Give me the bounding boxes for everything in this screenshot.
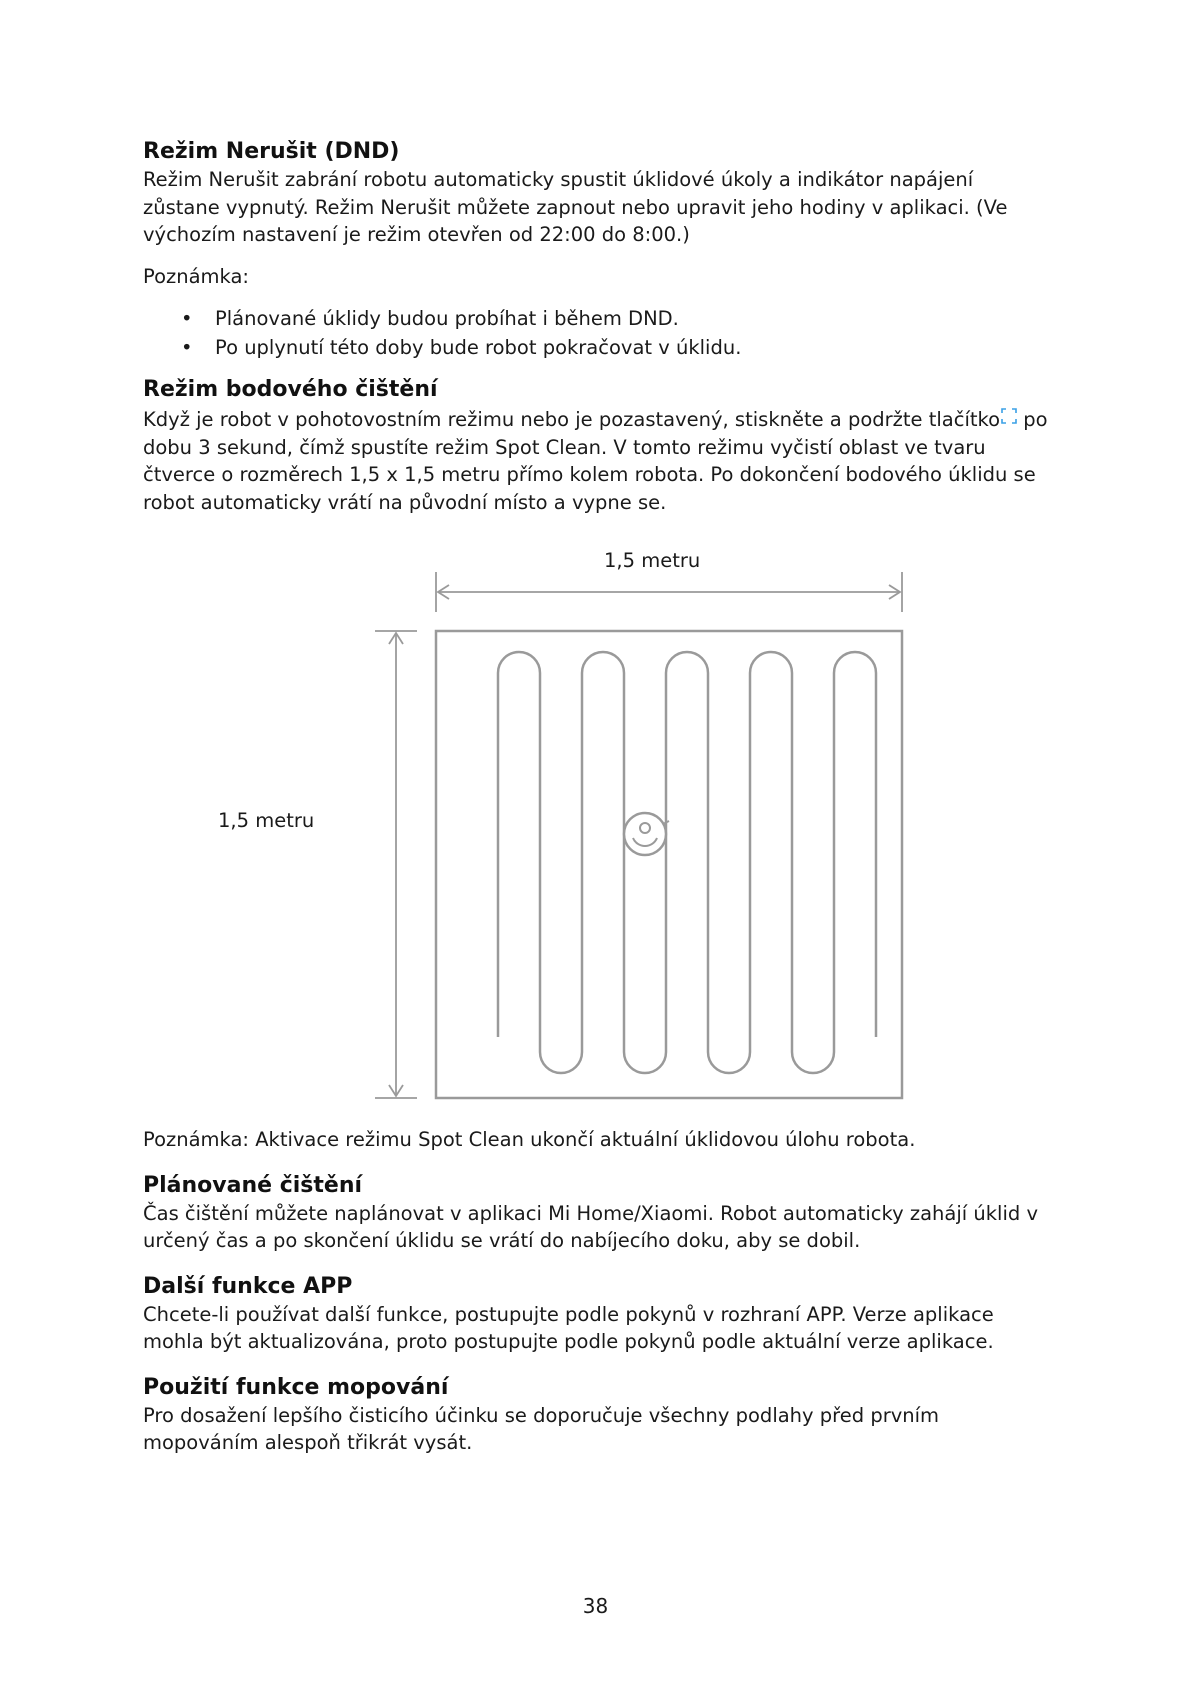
- spot-body: Když je robot v pohotovostním režimu nebo je pozastavený, stiskněte a podržte tlačítko po dobu 3 sekund, čímž spustíte režim Spot Clean. V tomto režimu vyčistí oblast ve tvaru čtverce o rozměrech 1,5 x 1,5 metru přímo kolem robota. Po dokončení bodového úklidu se robot automaticky vrátí na původní místo a vypne se.: [143, 404, 1053, 516]
- height-label: 1,5 metru: [218, 809, 315, 832]
- robot-icon: [624, 813, 669, 855]
- spot-title: Režim bodového čištění: [143, 377, 438, 402]
- page-content: [143, 138, 1053, 1457]
- list-item: • Plánované úklidy budou probíhat i během DND.: [143, 304, 1053, 333]
- dnd-body: Režim Nerušit zabrání robotu automaticky spustit úklidové úkoly a indikátor napájení zůstane vypnutý. Režim Nerušit můžete zapnout nebo upravit jeho hodiny v aplikaci. (Ve výchozím nastavení je režim otevřen od 22:00 do 8:00.): [143, 168, 1008, 246]
- scheduled-title: Plánované čištění: [143, 1172, 363, 1198]
- spot-clean-button-icon: [1001, 404, 1017, 420]
- list-item: • Po uplynutí této doby bude robot pokračovat v úklidu.: [143, 333, 1053, 362]
- edge-ticks: [436, 1041, 902, 1054]
- spot-area-drawing: [143, 516, 1053, 1126]
- spot-note: Poznámka: Aktivace režimu Spot Clean ukončí aktuální úklidovou úlohu robota.: [143, 1128, 916, 1151]
- dnd-title: Režim Nerušit (DND): [143, 139, 400, 164]
- spot-clean-diagram: [143, 516, 1053, 1126]
- dnd-note-label: Poznámka:: [143, 264, 250, 288]
- mop-body: Pro dosažení lepšího čisticího účinku se doporučuje všechny podlahy před prvním mopováním alespoň třikrát vysát.: [143, 1403, 940, 1454]
- mop-title: Použití funkce mopování: [143, 1374, 449, 1400]
- width-label: 1,5 metru: [604, 549, 701, 572]
- dnd-bullet-list: [143, 304, 1053, 362]
- cleaning-area-square: [436, 631, 902, 1098]
- app-body: Chcete-li používat další funkce, postupujte podle pokynů v rozhraní APP. Verze aplikace mohla být aktualizována, proto postupujte podle pokynů podle aktuální verze aplikace.: [143, 1302, 994, 1353]
- cleaning-path: [498, 652, 876, 1073]
- app-title: Další funkce APP: [143, 1273, 353, 1299]
- bullet-icon: •: [181, 336, 193, 359]
- bullet-icon: •: [181, 307, 193, 330]
- scheduled-body: Čas čištění můžete naplánovat v aplikaci Mi Home/Xiaomi. Robot automaticky zahájí úklid v určený čas a po skončení úklidu se vrátí do nabíjecího doku, aby se dobil.: [143, 1201, 1038, 1252]
- page-number: 38: [582, 1594, 609, 1618]
